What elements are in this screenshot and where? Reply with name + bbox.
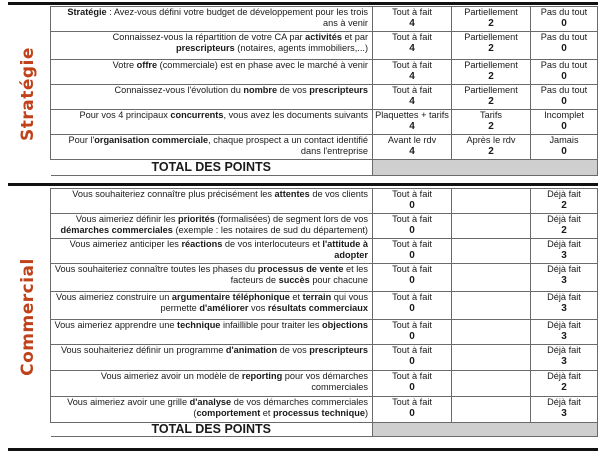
answer-label: Tout à fait [392,292,432,302]
answer-label: Tout à fait [392,60,432,70]
table-row [51,214,598,239]
question-text: Votre offre (commerciale) est en phase avec le marché à venir [51,60,373,85]
table-row [51,371,598,397]
answer-score: 4 [409,146,415,157]
answer-score: 4 [409,96,415,107]
section-label-commercial-text: Commercial [18,258,39,376]
table-row [51,264,598,292]
total-score-field[interactable] [373,160,598,176]
answer-option-1[interactable] [373,135,452,160]
top-rule [8,2,598,5]
answer-label: Incomplet [544,110,584,120]
answer-score: 2 [488,146,494,157]
answer-option-3[interactable] [531,7,598,32]
question-text: Vous aimeriez anticiper les réactions de vos interlocuteurs et l'attitude à adopter [51,239,373,264]
answer-score: 0 [561,18,567,29]
answer-option-2[interactable] [452,7,531,32]
answer-label: Tout à fait [392,345,432,355]
answer-score: 4 [409,121,415,132]
question-text: Vous aimeriez apprendre une technique infaillible pour traiter les objections [51,320,373,345]
answer-label: Partiellement [464,85,518,95]
total-row [51,160,598,176]
answer-label: Déjà fait [547,264,581,274]
answer-label: Tout à fait [392,7,432,17]
answer-score: 2 [561,225,567,236]
answer-option-2[interactable] [452,60,531,85]
answer-option-2[interactable] [452,135,531,160]
answer-label: Tout à fait [392,239,432,249]
answer-option-3[interactable] [531,397,598,423]
question-text: Vous aimeriez construire un argumentaire téléphonique et terrain qui vous permette d'améliorer vos résultats commerciaux [51,292,373,320]
table-row [51,189,598,214]
answer-score: 0 [409,382,415,393]
answer-option-2[interactable] [452,214,531,239]
answer-option-3[interactable] [531,345,598,371]
answer-label: Avant le rdv [387,135,437,145]
answer-option-1[interactable] [373,110,452,135]
total-label: TOTAL DES POINTS [51,160,373,176]
answer-label: Partiellement [464,60,518,70]
question-text: Pour l'organisation commerciale, chaque prospect a un contact identifié dans l'entreprise [51,135,373,160]
answer-option-1[interactable] [373,239,452,264]
answer-label: Pas du tout [540,85,588,95]
answer-label: Déjà fait [547,320,581,330]
answer-score: 2 [488,71,494,82]
answer-score: 0 [409,331,415,342]
answer-option-3[interactable] [531,135,598,160]
table-row [51,320,598,345]
question-text: Vous souhaiteriez connaître toutes les phases du processus de vente et les facteurs de succès pour chacune [51,264,373,292]
answer-option-1[interactable] [373,292,452,320]
table-row [51,239,598,264]
answer-score: 0 [561,96,567,107]
answer-label: Déjà fait [547,189,581,199]
answer-label: Déjà fait [547,371,581,381]
answer-option-3[interactable] [531,239,598,264]
answer-option-1[interactable] [373,32,452,60]
answer-label: Pas du tout [540,7,588,17]
table-row [51,85,598,110]
answer-label: Déjà fait [547,345,581,355]
answer-label: Tout à fait [392,397,432,407]
answer-label: Tout à fait [392,189,432,199]
answer-label: Pas du tout [540,60,588,70]
answer-option-3[interactable] [531,214,598,239]
question-text: Vous aimeriez définir les priorités (formalisées) de segment lors de vos démarches commerciales (exemple : les notaires de sud du département) [51,214,373,239]
commercial-table [50,188,598,437]
answer-label: Déjà fait [547,239,581,249]
section-divider [8,183,598,186]
answer-label: Tout à fait [392,32,432,42]
answer-option-2[interactable] [452,264,531,292]
answer-score: 0 [409,303,415,314]
answer-option-3[interactable] [531,189,598,214]
answer-option-1[interactable] [373,345,452,371]
answer-label: Pas du tout [540,32,588,42]
answer-option-2[interactable] [452,239,531,264]
answer-label: Tout à fait [392,264,432,274]
bottom-rule [8,448,598,451]
answer-label: Tout à fait [392,320,432,330]
answer-option-3[interactable] [531,292,598,320]
table-row [51,292,598,320]
section-label-strategie [16,6,40,182]
answer-label: Déjà fait [547,397,581,407]
question-text: Connaissez-vous la répartition de votre CA par activités et par prescripteurs (notaires, agents immobiliers,...) [51,32,373,60]
answer-option-1[interactable] [373,189,452,214]
question-text: Pour vos 4 principaux concurrents, vous avez les documents suivants [51,110,373,135]
table-row [51,397,598,423]
answer-option-3[interactable] [531,264,598,292]
answer-option-1[interactable] [373,264,452,292]
answer-option-2[interactable] [452,397,531,423]
answer-option-2[interactable] [452,371,531,397]
answer-label: Après le rdv [466,135,516,145]
answer-label: Partiellement [464,7,518,17]
answer-score: 2 [488,18,494,29]
question-text: Vous aimeriez avoir un modèle de reporting pour vos démarches commerciales [51,371,373,397]
table-row [51,7,598,32]
answer-option-2[interactable] [452,292,531,320]
answer-score: 2 [488,121,494,132]
answer-label: Tout à fait [392,371,432,381]
answer-score: 0 [409,408,415,419]
answer-score: 0 [409,356,415,367]
answer-option-3[interactable] [531,60,598,85]
answer-label: Tout à fait [392,85,432,95]
total-row [51,423,598,437]
answer-score: 2 [488,96,494,107]
answer-score: 3 [561,275,567,286]
answer-option-2[interactable] [452,32,531,60]
total-score-field[interactable] [373,423,598,437]
answer-score: 3 [561,408,567,419]
answer-score: 0 [409,200,415,211]
answer-option-3[interactable] [531,320,598,345]
answer-score: 4 [409,18,415,29]
answer-option-1[interactable] [373,60,452,85]
answer-option-1[interactable] [373,320,452,345]
answer-score: 0 [561,121,567,132]
answer-label: Jamais [549,135,579,145]
question-text: Connaissez-vous l'évolution du nombre de vos prescripteurs [51,85,373,110]
answer-score: 3 [561,250,567,261]
answer-score: 4 [409,71,415,82]
answer-option-1[interactable] [373,85,452,110]
answer-score: 0 [561,71,567,82]
question-text: Vous souhaiteriez connaître plus précisément les attentes de vos clients [51,189,373,214]
answer-label: Tout à fait [392,214,432,224]
answer-score: 0 [409,250,415,261]
answer-label: Déjà fait [547,292,581,302]
table-row [51,345,598,371]
question-text: Stratégie : Avez-vous défini votre budget de développement pour les trois ans à venir [51,7,373,32]
answer-label: Plaquettes + tarifs [375,110,449,120]
answer-score: 0 [561,146,567,157]
answer-score: 4 [409,43,415,54]
table-row [51,135,598,160]
table-row [51,32,598,60]
answer-score: 2 [561,382,567,393]
answer-option-1[interactable] [373,7,452,32]
answer-score: 3 [561,356,567,367]
answer-option-2[interactable] [452,320,531,345]
answer-score: 3 [561,303,567,314]
answer-option-1[interactable] [373,214,452,239]
answer-score: 3 [561,331,567,342]
answer-option-3[interactable] [531,85,598,110]
answer-option-3[interactable] [531,110,598,135]
section-label-commercial [16,188,40,446]
question-text: Vous souhaiteriez définir un programme d'animation de vos prescripteurs [51,345,373,371]
answer-option-2[interactable] [452,110,531,135]
answer-label: Partiellement [464,32,518,42]
answer-label: Tarifs [480,110,502,120]
answer-label: Déjà fait [547,214,581,224]
total-label: TOTAL DES POINTS [51,423,373,437]
section-label-strategie-text: Stratégie [18,47,39,141]
answer-option-2[interactable] [452,189,531,214]
answer-option-2[interactable] [452,85,531,110]
answer-option-1[interactable] [373,371,452,397]
answer-option-3[interactable] [531,32,598,60]
question-text: Vous aimeriez avoir une grille d'analyse de vos démarches commerciales (comportement et processus technique) [51,397,373,423]
answer-score: 0 [409,275,415,286]
strategie-table [50,6,598,176]
answer-score: 0 [409,225,415,236]
answer-score: 2 [561,200,567,211]
answer-option-1[interactable] [373,397,452,423]
answer-option-3[interactable] [531,371,598,397]
table-row [51,60,598,85]
table-row [51,110,598,135]
answer-score: 0 [561,43,567,54]
answer-option-2[interactable] [452,345,531,371]
answer-score: 2 [488,43,494,54]
